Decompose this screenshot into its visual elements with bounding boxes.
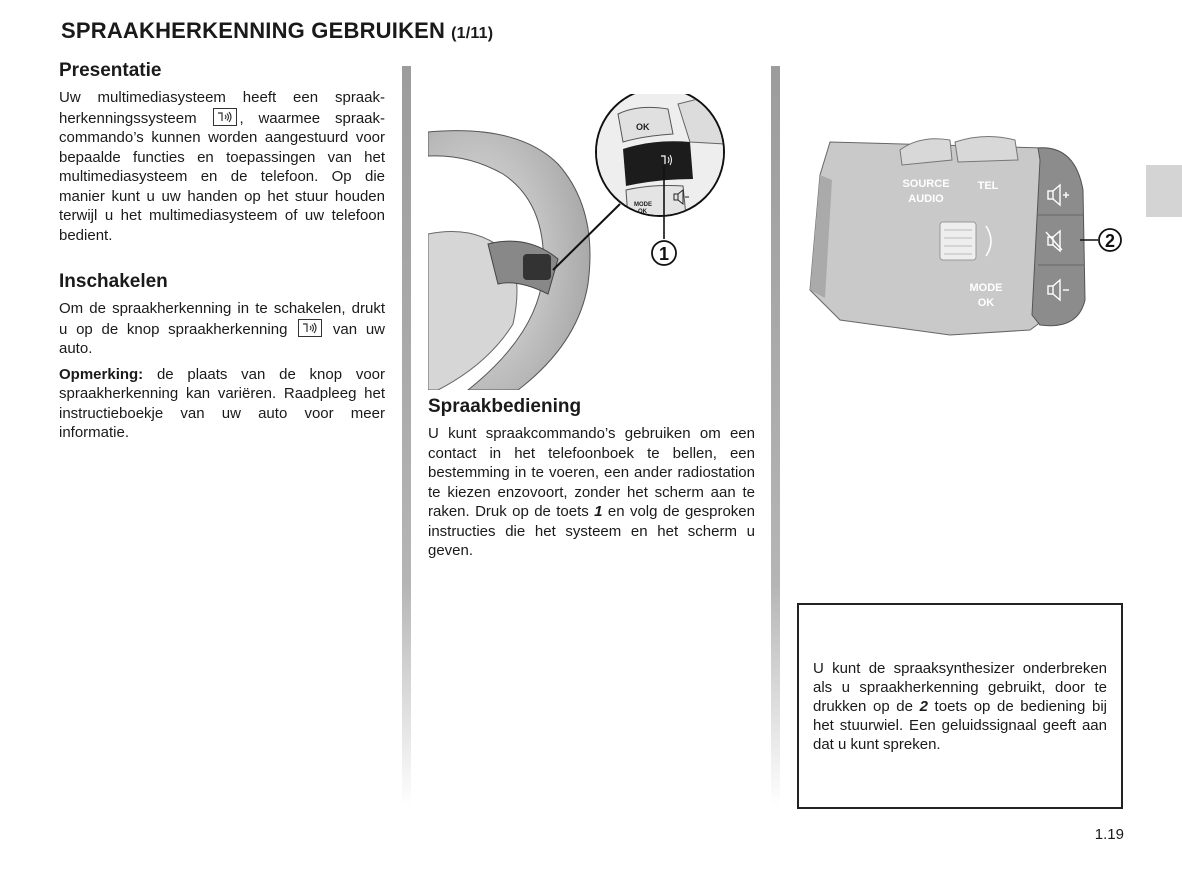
label-audio: AUDIO xyxy=(908,193,944,205)
page-title xyxy=(61,18,493,44)
label-mode: MODE xyxy=(969,282,1003,294)
label-source: SOURCE xyxy=(902,178,950,190)
page-title-counter: (1/11) xyxy=(451,25,494,42)
label-tel: TEL xyxy=(977,180,999,192)
inschakelen-paragraph xyxy=(59,299,385,359)
presentatie-text-1: Uw multimediasysteem heeft een spraakherkenningssysteem xyxy=(59,89,385,127)
voice-recognition-icon xyxy=(213,108,237,126)
button-ok-label: OK xyxy=(636,122,650,132)
presentatie-paragraph xyxy=(59,88,385,245)
note-box-text-2: toets op de bediening bij het stuurwiel. Een geluidssignaal geeft aan dat u kunt spreken. xyxy=(813,698,1107,753)
inschakelen-text-2: van uw auto. xyxy=(59,320,386,357)
note-paragraph xyxy=(59,365,385,443)
note-box-paragraph xyxy=(813,659,1107,754)
spraakbediening-ref: 1 xyxy=(594,503,603,520)
button-mode-label-1: MODE xyxy=(634,202,652,208)
column-middle xyxy=(428,396,755,567)
note-box xyxy=(797,603,1123,809)
button-mode-label-2: OK xyxy=(638,209,647,215)
callout-2: 2 xyxy=(1104,231,1116,251)
heading-spraakbediening: Spraakbediening xyxy=(428,396,582,417)
spraakbediening-text-2: en volg de gesproken instructies die het systeem en het scherm u geven. xyxy=(428,503,755,559)
label-ok: OK xyxy=(977,297,995,309)
note-box-ref: 2 xyxy=(919,698,928,715)
spraakbediening-text-1: U kunt spraakcommando’s gebruiken om een contact in het telefoonboek te bellen, een bestemming in te voeren, een ander radiostation te kiezen enzovoort, zonder het scherm aan te raken. Druk op de toets xyxy=(428,425,755,520)
heading-inschakelen: Inschakelen xyxy=(59,271,168,292)
note-text: de plaats van de knop voor spraakherkenning kan variëren. Raadpleeg het instructieboekje van uw auto voor meer informatie. xyxy=(59,365,385,441)
column-divider-left xyxy=(402,66,411,806)
section-tab xyxy=(1146,165,1182,217)
column-divider-right xyxy=(771,66,780,806)
steering-control-illustration xyxy=(800,130,1130,360)
page-title-text: SPRAAKHERKENNING GEBRUIKEN xyxy=(61,18,446,43)
inschakelen-text-1: Om de spraakherkenning in te schakelen, drukt u op de knop spraakherkenning xyxy=(59,300,385,338)
steering-wheel-illustration xyxy=(428,94,748,390)
page-number: 1.19 xyxy=(1094,826,1124,843)
heading-presentatie: Presentatie xyxy=(59,60,162,81)
presentatie-text-2: , waarmee spraakcommando’s kunnen worden aangestuurd voor bepaalde functies en toepassingen van het multimediasysteem en de telefoon. Op die manier kunt u uw handen op het stuur houden terwijl u het multimediasysteem of uw telefoon bedient. xyxy=(59,109,386,244)
column-left xyxy=(59,60,385,449)
note-label: Opmerking: xyxy=(59,365,144,383)
callout-1: 1 xyxy=(658,244,670,264)
spraakbediening-paragraph xyxy=(428,424,755,561)
voice-recognition-icon xyxy=(298,319,322,337)
note-box-text-1: U kunt de spraaksynthesizer onderbreken als u spraakherkenning gebruikt, door te drukken op de xyxy=(813,660,1107,715)
